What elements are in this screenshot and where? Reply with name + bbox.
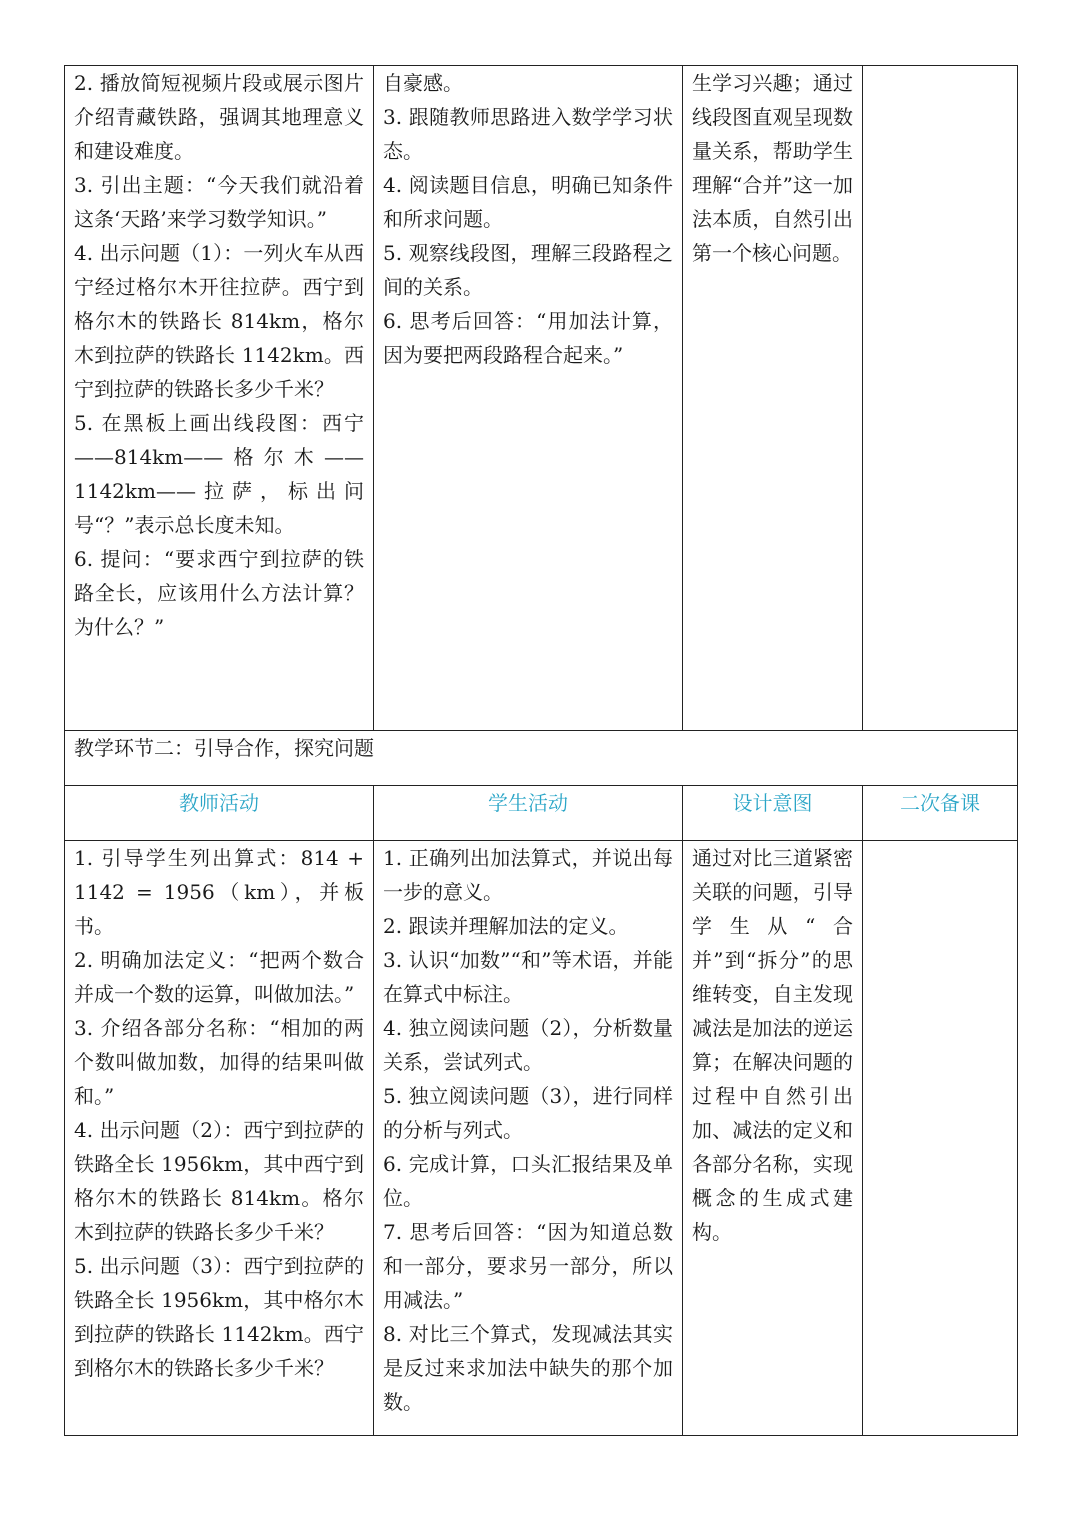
list-item: 5. 独立阅读问题（3），进行同样的分析与列式。 [383, 1084, 673, 1142]
teacher-activity-cell [65, 841, 374, 1436]
section-title: 教学环节二：引导合作，探究问题 [74, 736, 374, 760]
list-item: 3. 引出主题：“今天我们就沿着这条‘天路’来学习数学知识。” [74, 173, 364, 231]
list-item: 4. 出示问题（2）：西宁到拉萨的铁路全长 1956km，其中西宁到格尔木的铁路长 814km。格尔木到拉萨的铁路长多少千米？ [74, 1118, 364, 1244]
second-prep-cell [863, 841, 1018, 1436]
design-intent-cell [683, 841, 863, 1436]
list-item: 8. 对比三个算式，发现减法其实是反过来求加法中缺失的那个加数。 [383, 1322, 673, 1414]
teacher-activity-cell [65, 66, 374, 731]
list-item: 5. 观察线段图，理解三段路程之间的关系。 [383, 241, 673, 299]
list-item: 5. 在黑板上画出线段图：西宁——814km——格尔木——1142km——拉萨，标出问号“？”表示总长度未知。 [74, 411, 364, 537]
list-item: 6. 提问：“要求西宁到拉萨的铁路全长，应该用什么方法计算？为什么？” [74, 547, 364, 639]
list-item: 4. 出示问题（1）：一列火车从西宁经过格尔木开往拉萨。西宁到格尔木的铁路长 814km，格尔木到拉萨的铁路长 1142km。西宁到拉萨的铁路长多少千米？ [74, 241, 364, 401]
list-item: 2. 播放简短视频片段或展示图片介绍青藏铁路，强调其地理意义和建设难度。 [74, 71, 364, 163]
list-item: 4. 独立阅读问题（2），分析数量关系，尝试列式。 [383, 1016, 673, 1074]
header-second-prep: 二次备课 [863, 786, 1018, 841]
student-activity-cell [374, 841, 683, 1436]
list-item: 6. 完成计算，口头汇报结果及单位。 [383, 1152, 673, 1210]
section-title-cell [65, 731, 1018, 786]
list-item: 3. 跟随教师思路进入数学学习状态。 [383, 105, 673, 163]
list-item: 3. 介绍各部分名称：“相加的两个数叫做加数，加得的结果叫做和。” [74, 1016, 364, 1108]
table-row [65, 66, 1018, 731]
list-item: 2. 明确加法定义：“把两个数合并成一个数的运算，叫做加法。” [74, 948, 364, 1006]
header-student-activity: 学生活动 [374, 786, 683, 841]
list-item: 自豪感。 [383, 71, 463, 95]
design-intent-text: 通过对比三道紧密关联的问题，引导学生从“合并”到“拆分”的思维转变，自主发现减法是加法的逆运算；在解决问题的过程中自然引出加、减法的定义和各部分名称，实现概念的生成式建构。 [692, 846, 853, 1244]
list-item: 4. 阅读题目信息，明确已知条件和所求问题。 [383, 173, 673, 231]
list-item: 3. 认识“加数”“和”等术语，并能在算式中标注。 [383, 948, 673, 1006]
list-item: 1. 引导学生列出算式：814 + 1142 = 1956（km），并板书。 [74, 846, 364, 938]
header-design-intent: 设计意图 [683, 786, 863, 841]
student-activity-cell [374, 66, 683, 731]
table-row [65, 841, 1018, 1436]
table-header-row [65, 786, 1018, 841]
design-intent-cell [683, 66, 863, 731]
lesson-plan-table [64, 65, 1018, 1436]
header-teacher-activity: 教师活动 [65, 786, 374, 841]
list-item: 1. 正确列出加法算式，并说出每一步的意义。 [383, 846, 673, 904]
second-prep-cell [863, 66, 1018, 731]
list-item: 2. 跟读并理解加法的定义。 [383, 914, 629, 938]
table-row [65, 731, 1018, 786]
list-item: 6. 思考后回答：“用加法计算，因为要把两段路程合起来。” [383, 309, 673, 367]
design-intent-text: 生学习兴趣；通过线段图直观呈现数量关系，帮助学生理解“合并”这一加法本质，自然引出第一个核心问题。 [692, 71, 853, 265]
list-item: 5. 出示问题（3）：西宁到拉萨的铁路全长 1956km，其中格尔木到拉萨的铁路长 1142km。西宁到格尔木的铁路长多少千米？ [74, 1254, 364, 1380]
list-item: 7. 思考后回答：“因为知道总数和一部分，要求另一部分，所以用减法。” [383, 1220, 673, 1312]
